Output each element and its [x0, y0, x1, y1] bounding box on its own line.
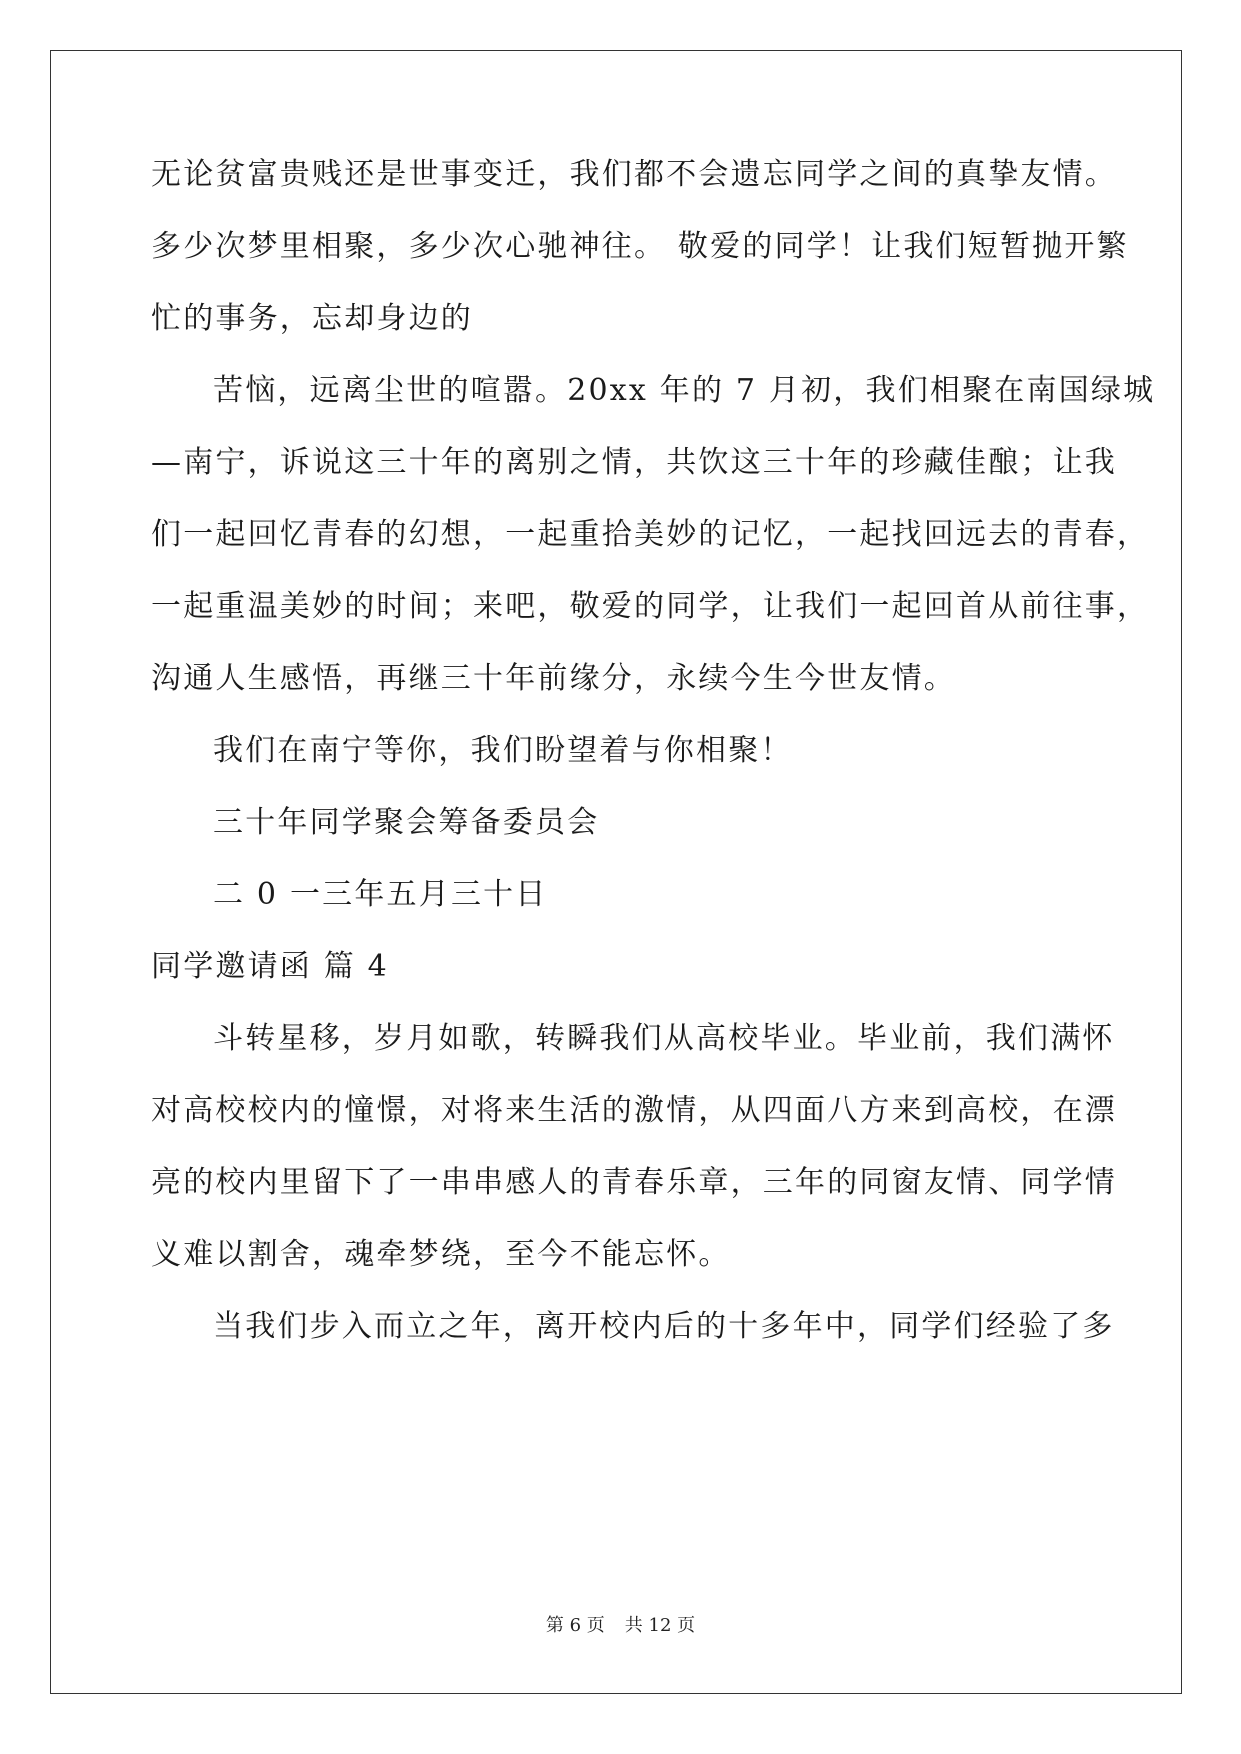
paragraph-line: 斗转星移，岁月如歌，转瞬我们从高校毕业。毕业前，我们满怀 — [213, 1021, 1115, 1056]
text-line: 一起重温美妙的时间；来吧，敬爱的同学，让我们一起回首从前往事， — [151, 589, 1150, 624]
text-line: 亮的校内里留下了一串串感人的青春乐章，三年的同窗友情、同学情 — [151, 1165, 1117, 1200]
text-line: 无论贫富贵贱还是世事变迁，我们都不会遗忘同学之间的真挚友情。 — [151, 157, 1117, 192]
date-line: 二 0 一三年五月三十日 — [213, 877, 548, 912]
text-line: 多少次梦里相聚，多少次心驰神往。 敬爱的同学！让我们短暂抛开繁 — [151, 229, 1129, 264]
text-line: 沟通人生感悟，再继三十年前缘分，永续今生今世友情。 — [151, 661, 956, 696]
text-line: 义难以割舍，魂牵梦绕，至今不能忘怀。 — [151, 1237, 731, 1272]
text-line: 忙的事务，忘却身边的 — [151, 301, 473, 336]
paragraph-line: 我们在南宁等你，我们盼望着与你相聚！ — [213, 733, 793, 768]
page-footer — [0, 1614, 1241, 1638]
paragraph-line: 苦恼，远离尘世的喧嚣。20xx 年的 7 月初，我们相聚在南国绿城 — [213, 373, 1156, 408]
page-number: 第 6 页 — [545, 1615, 605, 1636]
paragraph-line: 当我们步入而立之年，离开校内后的十多年中，同学们经验了多 — [213, 1309, 1115, 1344]
text-line: —南宁，诉说这三十年的离别之情，共饮这三十年的珍藏佳酿；让我 — [151, 445, 1117, 480]
text-line: 对高校校内的憧憬，对将来生活的激情，从四面八方来到高校，在漂 — [151, 1093, 1117, 1128]
page-border — [50, 50, 1182, 1694]
section-heading: 同学邀请函 篇 4 — [151, 949, 389, 984]
signature-line: 三十年同学聚会筹备委员会 — [213, 805, 600, 840]
text-line: 们一起回忆青春的幻想，一起重拾美妙的记忆，一起找回远去的青春， — [151, 517, 1150, 552]
page-total: 共 12 页 — [624, 1615, 696, 1636]
